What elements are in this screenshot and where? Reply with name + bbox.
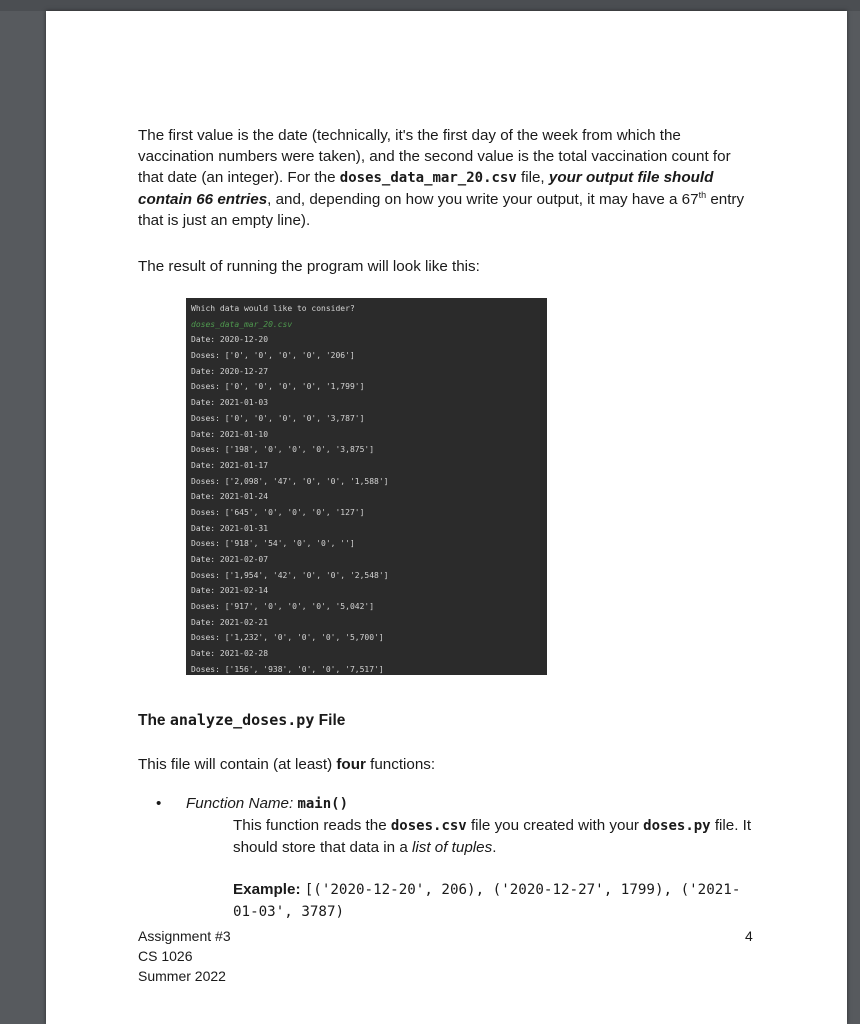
ordinal-superscript: th [698, 189, 707, 200]
terminal-line: Doses: ['645', '0', '0', '0', '127'] [191, 507, 365, 517]
terminal-prompt: Which data would like to consider? [191, 304, 355, 313]
terminal-line: Doses: ['1,954', '42', '0', '0', '2,548'] [191, 570, 389, 580]
heading-filename: analyze_doses.py [169, 711, 315, 729]
result-paragraph: The result of running the program will look like this: [138, 258, 480, 275]
terminal-output [186, 298, 547, 675]
example-label: Example: [233, 881, 305, 898]
terminal-line: Date: 2021-01-24 [191, 492, 269, 502]
viewer-toolbar [0, 0, 860, 11]
footer-assignment: Assignment #3 [138, 928, 231, 944]
intro-text-2: file, [516, 169, 549, 186]
footer-course: CS 1026 [138, 948, 193, 964]
desc-text-2: file you created with your [466, 817, 644, 834]
terminal-line: Doses: ['0', '0', '0', '0', '1,799'] [191, 382, 365, 392]
intro-text-3: , and, depending on how you write your output, it may have a 67 [267, 191, 699, 208]
terminal-line: Date: 2021-01-10 [191, 429, 269, 439]
intro-text-1: The first value is the date (technically, it's the first day of the week from which the vaccination numbers were taken), and the second value is the total vaccination count for that date (an integer). For the [138, 127, 731, 186]
output-requirement: your output file should contain 66 entries [138, 169, 714, 208]
terminal-line: Date: 2020-12-27 [191, 366, 269, 376]
example-code: [('2020-12-20', 206), ('2020-12-27', 1799), ('2021-01-03', 3787) [233, 882, 741, 920]
function-description [233, 815, 763, 858]
functions-count: four [336, 756, 366, 773]
desc-italic: list of tuples [412, 839, 493, 856]
function-name: main() [297, 796, 349, 812]
desc-csv-filename: doses.csv [390, 818, 467, 834]
functions-intro [138, 754, 758, 775]
terminal-line: Date: 2021-02-14 [191, 586, 269, 596]
terminal-line: Doses: ['156', '938', '0', '0', '7,517'] [191, 664, 384, 674]
terminal-line: Date: 2021-02-07 [191, 555, 269, 564]
terminal-line: Date: 2021-01-31 [191, 523, 269, 533]
terminal-line: Doses: ['0', '0', '0', '0', '3,787'] [191, 413, 365, 423]
terminal-line: Doses: ['1,232', '0', '0', '0', '5,700'] [191, 633, 384, 643]
section-heading [138, 711, 345, 730]
example-block [233, 879, 753, 923]
terminal-line: Doses: ['917', '0', '0', '0', '5,042'] [191, 602, 375, 612]
heading-suffix: File [314, 712, 346, 729]
terminal-line: Date: 2021-02-21 [191, 617, 269, 627]
intro-paragraph [138, 125, 758, 231]
desc-text-3: file. It should store that data in a [233, 817, 752, 856]
terminal-line: Date: 2020-12-20 [191, 335, 269, 345]
footer-term: Summer 2022 [138, 968, 226, 984]
terminal-line: Doses: ['2,098', '47', '0', '0', '1,588'] [191, 476, 389, 486]
desc-text-4: . [492, 839, 497, 856]
desc-text-1: This function reads the [233, 817, 391, 834]
page-footer [138, 926, 231, 986]
functions-intro-text-2: functions: [365, 756, 436, 773]
intro-text-4: entry that is just an empty line). [138, 191, 745, 229]
heading-prefix: The [138, 712, 170, 729]
terminal-line: Doses: ['918', '54', '0', '0', ''] [191, 539, 355, 549]
terminal-line: Doses: ['0', '0', '0', '0', '206'] [191, 351, 355, 361]
csv-filename: doses_data_mar_20.csv [339, 170, 517, 186]
terminal-line: Doses: ['198', '0', '0', '0', '3,875'] [191, 445, 375, 455]
desc-py-filename: doses.py [643, 818, 711, 834]
document-page [46, 11, 847, 1024]
page-number: 4 [745, 928, 753, 944]
function-name-label: Function Name: [186, 795, 298, 812]
terminal-line: Date: 2021-01-17 [191, 460, 269, 470]
terminal-user-input: doses_data_mar_20.csv [191, 319, 293, 329]
functions-intro-text-1: This file will contain (at least) [138, 756, 337, 773]
terminal-line: Date: 2021-02-28 [191, 649, 269, 659]
bullet-icon: • [156, 795, 162, 812]
terminal-line: Date: 2021-01-03 [191, 398, 269, 408]
